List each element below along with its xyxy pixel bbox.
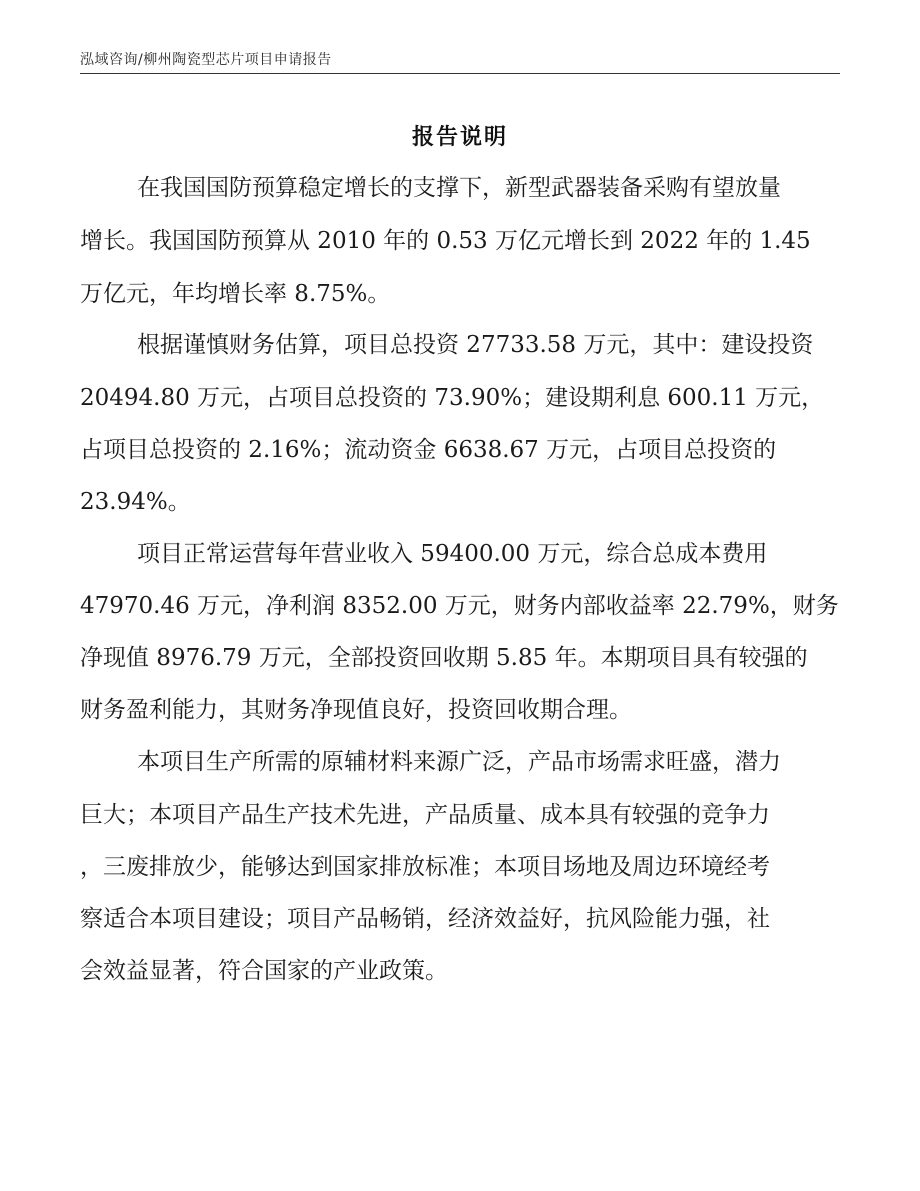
paragraph-4-line-4: 察适合本项目建设；项目产品畅销，经济效益好，抗风险能力强，社 xyxy=(80,906,770,932)
paragraph-2-line-2: 20494.80 万元，占项目总投资的 73.90%；建设期利息 600.11 万元， xyxy=(80,385,825,411)
paragraph-2-line-4: 23.94%。 xyxy=(80,489,191,515)
paragraph-1-line-1: 在我国国防预算稳定增长的支撑下，新型武器装备采购有望放量 xyxy=(137,175,781,201)
paragraph-4-line-2: 巨大；本项目产品生产技术先进，产品质量、成本具有较强的竞争力 xyxy=(80,802,770,828)
running-header: 泓域咨询/柳州陶瓷型芯片项目申请报告 xyxy=(80,52,332,68)
paragraph-3-line-2: 47970.46 万元，净利润 8352.00 万元，财务内部收益率 22.79%，财务 xyxy=(80,593,839,619)
header-rule xyxy=(80,73,840,74)
paragraph-2-line-3: 占项目总投资的 2.16%；流动资金 6638.67 万元，占项目总投资的 xyxy=(80,437,777,463)
paragraph-3-line-1: 项目正常运营每年营业收入 59400.00 万元，综合总成本费用 xyxy=(137,541,768,567)
paragraph-4-line-5: 会效益显著，符合国家的产业政策。 xyxy=(80,958,448,984)
paragraph-3-line-3: 净现值 8976.79 万元，全部投资回收期 5.85 年。本期项目具有较强的 xyxy=(80,645,808,671)
paragraph-2-line-1: 根据谨慎财务估算，项目总投资 27733.58 万元，其中：建设投资 xyxy=(137,332,814,358)
paragraph-1-line-2: 增长。我国国防预算从 2010 年的 0.53 万亿元增长到 2022 年的 1.45 xyxy=(80,228,811,254)
paragraph-1-line-3: 万亿元，年均增长率 8.75%。 xyxy=(80,281,391,307)
paragraph-4-line-1: 本项目生产所需的原辅材料来源广泛，产品市场需求旺盛，潜力 xyxy=(137,749,781,775)
paragraph-4-line-3: ，三废排放少，能够达到国家排放标准；本项目场地及周边环境经考 xyxy=(80,854,770,880)
document-title: 报告说明 xyxy=(411,125,508,150)
paragraph-3-line-4: 财务盈利能力，其财务净现值良好，投资回收期合理。 xyxy=(80,697,632,723)
